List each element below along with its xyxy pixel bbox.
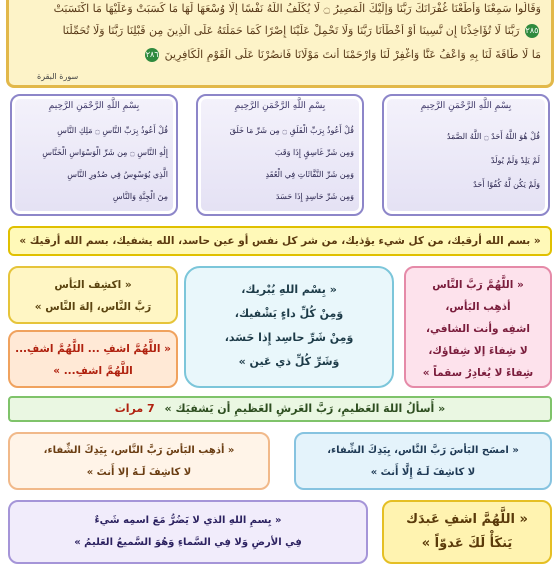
dua-line: أذهِب البَأس، xyxy=(445,301,511,313)
surah-card-falaq xyxy=(196,94,364,216)
ayah-number: ٢٨٥ xyxy=(525,24,539,38)
dua-box-orange xyxy=(8,330,178,388)
dua-line: يَنكَأْ لَكَ عَدوّاً » xyxy=(421,536,513,551)
surah-line: وَمِن شَرِّ غَاسِقٍ إِذَا وَقَبَ xyxy=(274,148,354,157)
dua-box-blue xyxy=(184,266,394,388)
dua-box-blue-2 xyxy=(294,432,552,490)
dua-line: « اللَّهُمَّ رَبَّ النَّاس xyxy=(432,279,524,291)
dua-line: وَمِنْ شَرِّ حاسِد إِذا حَسَد، xyxy=(224,331,354,344)
ruqyah-banner xyxy=(8,226,552,256)
dua-line: وَشَرِّ كُلِّ ذي عَين » xyxy=(238,355,340,368)
dua-line: « بِسْم اللهِ يُبْريك، xyxy=(241,283,337,296)
dua-line: « بِسمِ اللهِ الذي لا يَضُرُّ مَعَ اسمِه شَيءٌ xyxy=(94,515,282,526)
dua-line: وَمِنْ كُلِّ داءٍ يَشْفيك، xyxy=(234,307,344,320)
dua-line: « اللَّهُمَّ اشفِ عَبدَك xyxy=(406,512,528,527)
surah-line: قُلْ هُوَ اللَّهُ أَحَدٌ ۝ اللَّهُ الصَّمَدُ xyxy=(446,132,540,141)
basmala: بِسْمِ اللَّهِ الرَّحْمَنِ الرَّحِيمِ xyxy=(420,101,512,111)
surah-line: وَمِن شَرِّ حَاسِدٍ إِذَا حَسَدَ xyxy=(275,192,354,201)
repeat-count: 7 مرات xyxy=(114,402,155,415)
verse-line-2 xyxy=(19,24,541,38)
dua-line: اشفِه وأنت الشافي، xyxy=(425,323,530,335)
dua-line: لا شِفاءَ إلا شِفاؤك، xyxy=(428,345,528,357)
surah-card-nas xyxy=(10,94,178,216)
repeat-dua-banner xyxy=(8,396,552,422)
surah-line: مِنَ الْجِنَّةِ وَالنَّاسِ xyxy=(112,192,168,201)
banner-text: « أَسألُ اللهَ العَظيمِ، رَبَّ العَرشِ العَظيمِ أن يَشفيَك » xyxy=(164,402,446,415)
dua-line: « اللَّهُمَّ اشفِ ... اللَّهُمَّ اشفِ... xyxy=(15,343,171,355)
dua-box-peach xyxy=(8,432,270,490)
surah-line: الَّذِي يُوَسْوِسُ فِي صُدُورِ النَّاسِ xyxy=(67,170,168,179)
dua-line: لا كاشِفَ لَـهُ إلا أَنتَ » xyxy=(86,467,192,478)
surah-card-ikhlas xyxy=(382,94,550,216)
basmala: بِسْمِ اللَّهِ الرَّحْمَنِ الرَّحِيمِ xyxy=(48,101,140,111)
dua-line: « امسَح البَأسَ رَبَّ النَّاس، بِيَدِكَ الشِّفاء، xyxy=(327,445,519,456)
surah-line: قُلْ أَعُوذُ بِرَبِّ النَّاسِ ۝ مَلِكِ النَّاسِ xyxy=(57,126,168,135)
surah-line: وَلَمْ يَكُن لَّهُ كُفُوًا أَحَدٌ xyxy=(473,180,540,189)
surah-line: وَمِن شَرِّ النَّفَّاثَاتِ فِي الْعُقَدِ xyxy=(265,170,354,179)
dua-line: اللَّهُمَّ اشفِ... » xyxy=(53,365,133,377)
surah-line: قُلْ أَعُوذُ بِرَبِّ الْفَلَقِ ۝ مِن شَرِّ مَا خَلَقَ xyxy=(229,126,354,135)
surah-line: إِلَٰهِ النَّاسِ ۝ مِن شَرِّ الْوَسْوَاسِ الْخَنَّاسِ xyxy=(42,148,168,157)
verse-text: رَبَّنَا لَا تُؤَاخِذْنَا إِن نَّسِينَا أَوْ أَخْطَأْنَا رَبَّنَا وَلَا تَحْمِلْ عَلَيْنَا إِصْرًا كَمَا حَمَلْتَهُ عَلَى الَّذِينَ مِن قَبْلِنَا رَبَّنَا وَلَا تُحَمِّلْنَا xyxy=(62,24,520,37)
banner-text: « بسم الله أرقيك، من كل شيء يؤذيك، من شر كل نفس أو عين حاسد، الله يشفيك، بسم الله أرقيك » xyxy=(19,235,541,247)
dua-box-pink xyxy=(404,266,552,388)
ayah-number: ٢٨٦ xyxy=(145,48,159,62)
verse-line-1 xyxy=(19,2,541,15)
verse-text: وَقَالُوا سَمِعْنَا وَأَطَعْنَا غُفْرَانَكَ رَبَّنَا وَإِلَيْكَ الْمَصِيرُ ۝ لَا يُكَلِّفُ اللَّهُ نَفْسًا إِلَّا وُسْعَهَا لَهَا مَا كَسَبَتْ وَعَلَيْهَا مَا اكْتَسَبَتْ xyxy=(53,2,541,15)
dua-box-lavender xyxy=(8,500,368,564)
dua-box-yellow xyxy=(8,266,178,324)
basmala: بِسْمِ اللَّهِ الرَّحْمَنِ الرَّحِيمِ xyxy=(234,101,326,111)
dua-line: « أذهِب البَأسَ رَبَّ النَّاس، بِيَدِكَ الشِّفاء، xyxy=(43,445,235,456)
dua-line: لا كاشِفَ لَـهُ إِلَّا أَنتَ » xyxy=(370,467,476,478)
dua-line: « اكشِف البَأس xyxy=(54,279,132,291)
surah-reference: سورة البقرة xyxy=(37,72,79,81)
verse-frame xyxy=(6,0,554,88)
verse-line-3 xyxy=(19,48,541,62)
dua-box-gold xyxy=(382,500,552,564)
surah-line: لَمْ يَلِدْ وَلَمْ يُولَدْ xyxy=(490,156,540,165)
dua-line: رَبَّ النَّاس، إلهَ النَّاس » xyxy=(34,301,152,313)
dua-line: فِي الأرضِ وَلا فِي السَّماءِ وَهُوَ السَّميعُ العَليمُ » xyxy=(74,537,302,548)
dua-line: شِفاءً لا يُغادِرُ سقماً » xyxy=(422,367,534,379)
verse-text: مَا لَا طَاقَةَ لَنَا بِهِ وَاعْفُ عَنَّا وَاغْفِرْ لَنَا وَارْحَمْنَا أَنتَ مَوْلَانَا فَانصُرْنَا عَلَى الْقَوْمِ الْكَافِرِينَ xyxy=(164,48,541,61)
